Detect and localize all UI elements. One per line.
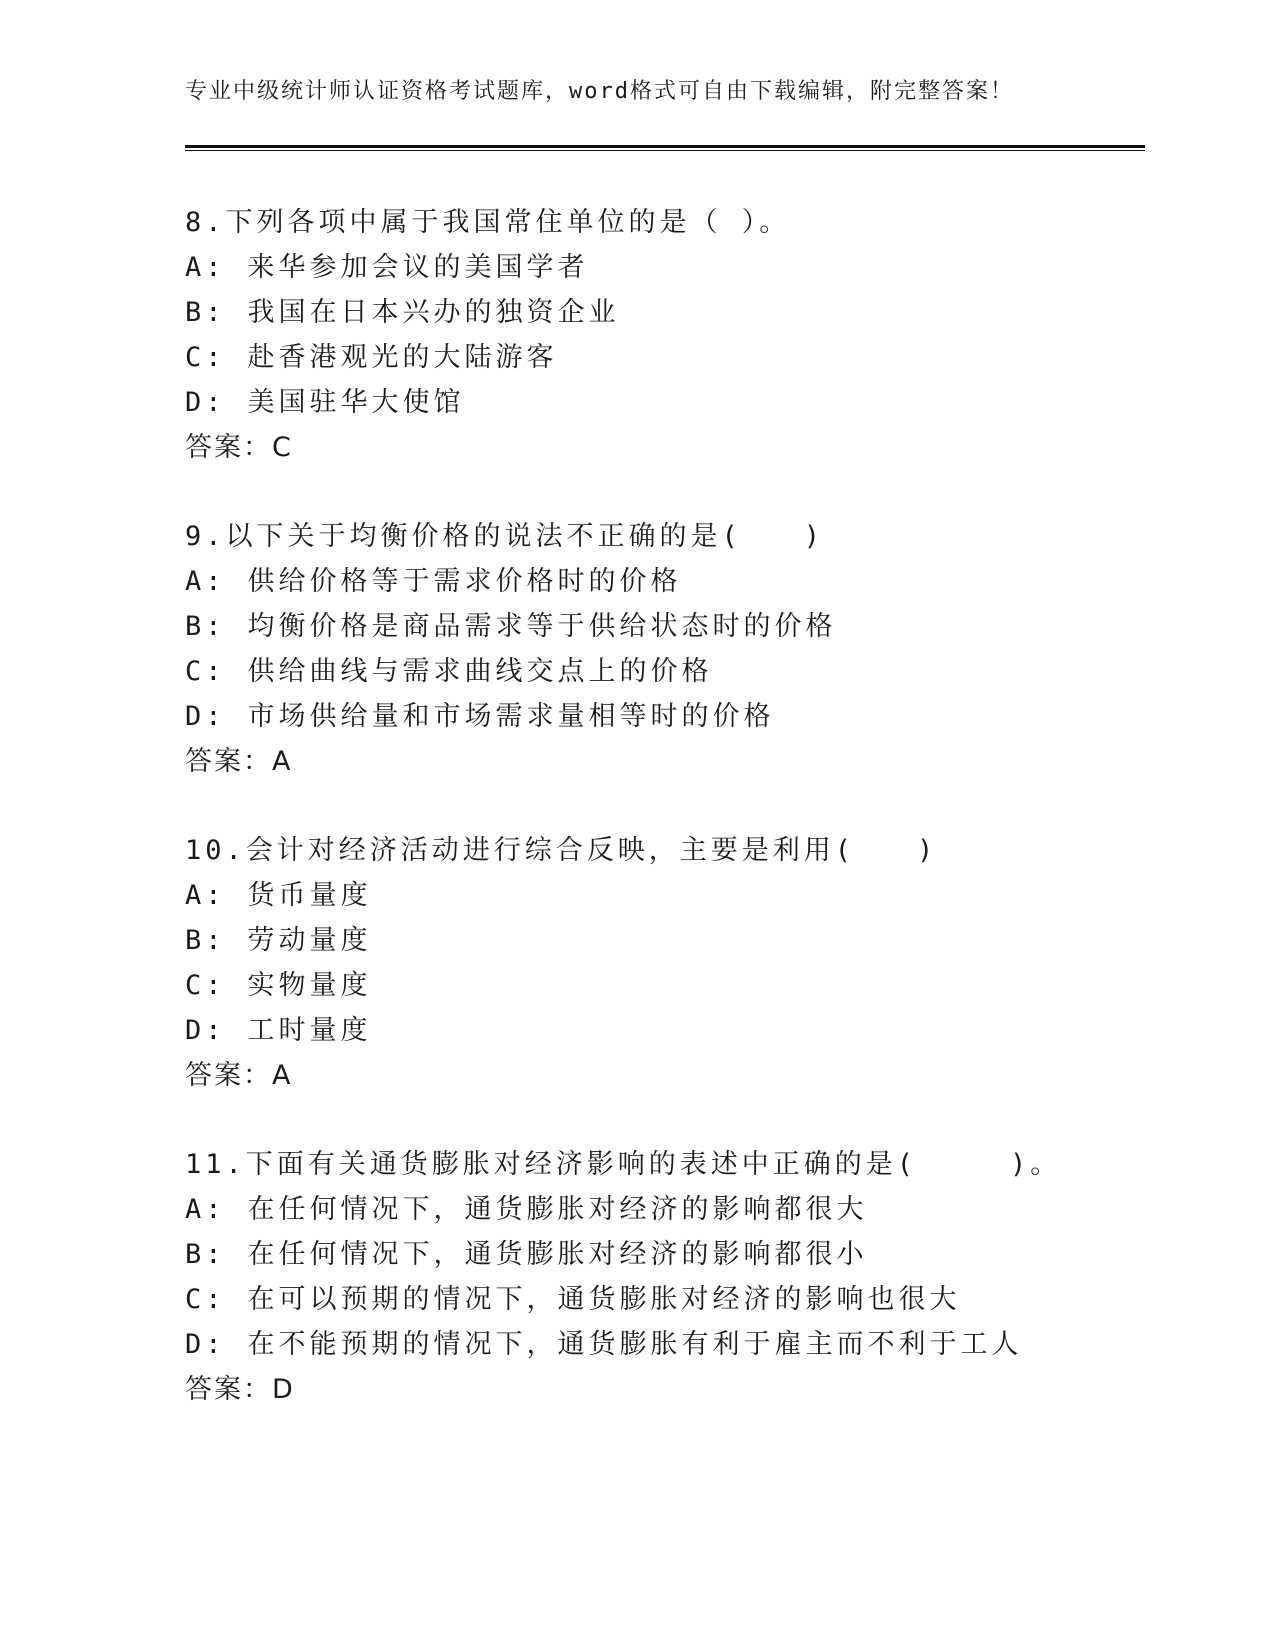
option-text: 实物量度 (247, 970, 372, 1001)
question-stem: 11.下面有关通货膨胀对经济影响的表述中正确的是( )。 (185, 1149, 1062, 1180)
page-header: 专业中级统计师认证资格考试题库，word格式可自由下载编辑，附完整答案！ (185, 79, 1014, 104)
question-8 (185, 200, 1145, 470)
option-key: C: (185, 1284, 226, 1315)
option-b (185, 918, 1145, 963)
answer: 答案：D (185, 1374, 295, 1405)
option-key: C: (185, 656, 226, 687)
option-text: 美国驻华大使馆 (247, 387, 465, 418)
option-d (185, 1322, 1145, 1367)
answer: 答案：A (185, 746, 293, 777)
option-key: A: (185, 880, 226, 911)
question-9 (185, 514, 1145, 784)
option-key: D: (185, 387, 226, 418)
option-d (185, 380, 1145, 425)
option-key: B: (185, 297, 226, 328)
option-key: D: (185, 1329, 226, 1360)
option-b (185, 290, 1145, 335)
option-c (185, 963, 1145, 1008)
option-key: B: (185, 1239, 226, 1270)
option-text: 赴香港观光的大陆游客 (247, 342, 558, 373)
option-key: D: (185, 701, 226, 732)
question-stem: 9.以下关于均衡价格的说法不正确的是( ) (185, 521, 825, 552)
option-text: 货币量度 (247, 880, 372, 911)
option-key: B: (185, 925, 226, 956)
option-key: D: (185, 1015, 226, 1046)
question-10 (185, 828, 1145, 1098)
option-a (185, 1187, 1145, 1232)
option-text: 在任何情况下，通货膨胀对经济的影响都很大 (247, 1194, 868, 1225)
option-text: 工时量度 (247, 1015, 372, 1046)
question-stem: 10.会计对经济活动进行综合反映，主要是利用( ) (185, 835, 938, 866)
option-c (185, 1277, 1145, 1322)
option-text: 在任何情况下，通货膨胀对经济的影响都很小 (247, 1239, 868, 1270)
option-key: B: (185, 611, 226, 642)
option-a (185, 245, 1145, 290)
option-d (185, 694, 1145, 739)
option-text: 在可以预期的情况下，通货膨胀对经济的影响也很大 (247, 1284, 961, 1315)
option-text: 劳动量度 (247, 925, 372, 956)
option-b (185, 1232, 1145, 1277)
option-c (185, 649, 1145, 694)
option-key: C: (185, 342, 226, 373)
option-key: C: (185, 970, 226, 1001)
option-a (185, 873, 1145, 918)
option-text: 供给价格等于需求价格时的价格 (247, 566, 682, 597)
option-text: 供给曲线与需求曲线交点上的价格 (247, 656, 713, 687)
option-text: 来华参加会议的美国学者 (247, 252, 589, 283)
header-divider (185, 145, 1145, 151)
option-key: A: (185, 1194, 226, 1225)
question-list (185, 200, 1145, 1456)
option-d (185, 1008, 1145, 1053)
option-text: 均衡价格是商品需求等于供给状态时的价格 (247, 611, 837, 642)
option-text: 我国在日本兴办的独资企业 (247, 297, 620, 328)
option-b (185, 604, 1145, 649)
option-text: 在不能预期的情况下，通货膨胀有利于雇主而不利于工人 (247, 1329, 1023, 1360)
option-key: A: (185, 252, 226, 283)
question-stem: 8.下列各项中属于我国常住单位的是（ ）。 (185, 207, 791, 238)
option-text: 市场供给量和市场需求量相等时的价格 (247, 701, 775, 732)
option-key: A: (185, 566, 226, 597)
answer: 答案：C (185, 432, 293, 463)
answer: 答案：A (185, 1060, 293, 1091)
option-a (185, 559, 1145, 604)
question-11 (185, 1142, 1145, 1412)
option-c (185, 335, 1145, 380)
